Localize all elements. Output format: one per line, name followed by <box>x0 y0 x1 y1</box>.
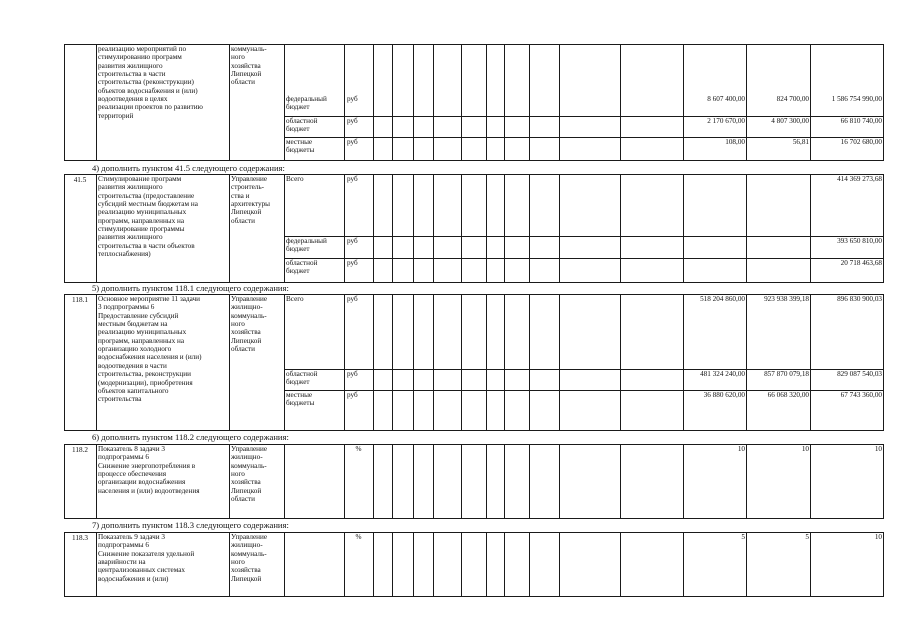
amount-cell: 481 324 240,00 <box>700 370 745 378</box>
funding-source: бюджет <box>286 378 310 387</box>
measure-name-line: объектов капитального <box>98 386 169 395</box>
table-rule-vertical <box>433 444 434 519</box>
executor-line: ного <box>231 320 245 329</box>
amount-cell: 5 <box>805 533 809 541</box>
executor-line: коммуналь- <box>231 45 267 53</box>
table-rule-vertical <box>413 532 414 597</box>
table-rule-vertical <box>373 444 374 519</box>
table-rule-vertical <box>96 294 97 431</box>
table-rule-vertical <box>461 44 462 161</box>
table-rule-vertical <box>433 44 434 161</box>
executor-line: области <box>231 345 256 354</box>
table-rule-vertical <box>883 174 884 283</box>
measure-name-line: развития жилищного <box>98 61 163 70</box>
amount-cell: 10 <box>801 445 809 453</box>
amount-cell: 66 810 740,00 <box>840 117 882 125</box>
table-rule-vertical <box>64 174 65 283</box>
table-rule-vertical <box>392 294 393 431</box>
measure-name-line: стимулирование программы <box>98 225 185 234</box>
executor-line: Управление <box>231 175 268 183</box>
table-rule-vertical <box>529 532 530 597</box>
amount-cell: 108,00 <box>725 138 745 146</box>
table-rule-vertical <box>810 294 811 431</box>
executor-line: области <box>231 495 256 504</box>
funding-source: областной <box>286 259 318 267</box>
amount-cell: 518 204 860,00 <box>700 295 745 303</box>
funding-source: областной <box>286 117 318 125</box>
table-rule-vertical <box>683 174 684 283</box>
executor-line: ного <box>231 558 245 567</box>
table-rule-vertical <box>284 444 285 519</box>
table-rule-vertical <box>392 174 393 283</box>
table-rule-vertical <box>392 532 393 597</box>
measure-name-line: объектов водоснабжения и (или) <box>98 86 198 95</box>
measure-name-line: программ, направленных на <box>98 336 185 345</box>
table-rule-horizontal <box>64 596 884 597</box>
table-rule-vertical <box>64 444 65 519</box>
measure-name-line: реализацию муниципальных <box>98 328 187 337</box>
table-rule-vertical <box>529 294 530 431</box>
unit-cell: руб <box>347 391 358 399</box>
executor-line: жилищно- <box>231 541 263 550</box>
executor-line: Липецкой <box>231 70 262 79</box>
funding-source: федеральный <box>286 237 327 245</box>
unit-cell: руб <box>347 237 358 245</box>
amount-cell: 896 830 900,03 <box>837 295 882 303</box>
executor-line: жилищно- <box>231 303 263 312</box>
measure-name-line: процессе обеспечения <box>98 470 167 479</box>
table-rule-vertical <box>529 44 530 161</box>
funding-source: Всего <box>286 295 304 303</box>
measure-name-line: водоотведения в целях <box>98 95 168 104</box>
unit-cell: руб <box>347 295 358 303</box>
table-rule-vertical <box>96 44 97 161</box>
table-rule-vertical <box>883 294 884 431</box>
measure-name-line: подпрограммы 6 <box>98 541 149 550</box>
measure-name-line: Предоставление субсидий <box>98 311 179 320</box>
funding-source: бюджет <box>286 245 310 254</box>
item-number: 118.3 <box>72 534 88 542</box>
measure-name-line: местным бюджетам на <box>98 320 168 329</box>
unit-cell: руб <box>347 175 358 183</box>
measure-name-line: реализацию мероприятий по <box>98 45 187 53</box>
table-rule-vertical <box>461 444 462 519</box>
measure-name-line: (модернизации), приобретения <box>98 378 193 387</box>
measure-name-line: строительства (реконструкции) <box>98 78 194 87</box>
section-heading: 7) дополнить пунктом 118.3 следующего содержания: <box>92 520 289 530</box>
table-rule-vertical <box>373 174 374 283</box>
executor-line: архитектуры <box>231 200 271 209</box>
executor-line: ства и <box>231 191 250 200</box>
executor-line: Липецкой <box>231 336 262 345</box>
table-rule-horizontal <box>284 258 884 259</box>
section-heading: 6) дополнить пунктом 118.2 следующего содержания: <box>92 432 289 442</box>
table-rule-vertical <box>433 174 434 283</box>
executor-line: хозяйства <box>231 566 261 575</box>
measure-name-line: Основное мероприятие 11 задачи <box>98 295 200 303</box>
table-rule-vertical <box>64 294 65 431</box>
table-rule-vertical <box>344 532 345 597</box>
measure-name-line: Показатель 9 задачи 3 <box>98 533 166 541</box>
executor-line: ного <box>231 53 245 62</box>
table-rule-horizontal <box>284 236 884 237</box>
amount-cell: 8 607 400,00 <box>707 95 745 103</box>
measure-name-line: развития жилищного <box>98 233 163 242</box>
executor-line: области <box>231 78 256 87</box>
item-number: 118.1 <box>72 296 88 304</box>
executor-line: ного <box>231 470 245 479</box>
measure-name-line: строительства (предоставление <box>98 191 195 200</box>
table-rule-vertical <box>504 294 505 431</box>
amount-cell: 36 880 620,00 <box>703 391 745 399</box>
table-rule-vertical <box>683 532 684 597</box>
table-rule-vertical <box>746 294 747 431</box>
table-rule-vertical <box>486 44 487 161</box>
table-rule-vertical <box>559 294 560 431</box>
unit-cell: % <box>355 533 362 541</box>
table-rule-vertical <box>413 174 414 283</box>
measure-name-line: населения и (или) водоотведения <box>98 486 200 495</box>
table-rule-vertical <box>229 532 230 597</box>
table-rule-vertical <box>683 294 684 431</box>
measure-name-line: программ, направленных на <box>98 216 185 225</box>
amount-cell: 10 <box>874 533 882 541</box>
table-rule-vertical <box>810 532 811 597</box>
executor-line: Липецкой <box>231 486 262 495</box>
table-rule-vertical <box>229 294 230 431</box>
table-rule-vertical <box>344 294 345 431</box>
table-rule-vertical <box>620 444 621 519</box>
funding-source: бюджет <box>286 125 310 134</box>
measure-name-line: Показатель 8 задачи 3 <box>98 445 166 453</box>
table-rule-vertical <box>620 294 621 431</box>
funding-source: местные <box>286 138 313 146</box>
amount-cell: 1 586 754 990,00 <box>831 95 882 103</box>
funding-source: Всего <box>286 175 304 183</box>
table-rule-vertical <box>413 444 414 519</box>
measure-name-line: централизованных системах <box>98 566 186 575</box>
table-rule-vertical <box>683 444 684 519</box>
executor-line: Управление <box>231 533 268 541</box>
executor-line: Липецкой <box>231 574 262 583</box>
table-rule-vertical <box>504 532 505 597</box>
table-rule-vertical <box>433 532 434 597</box>
measure-name-line: Снижение энергопотребления в <box>98 461 196 470</box>
table-rule-vertical <box>486 444 487 519</box>
table-rule-vertical <box>284 532 285 597</box>
amount-cell: 10 <box>874 445 882 453</box>
amount-cell: 4 807 300,00 <box>771 117 809 125</box>
executor-line: области <box>231 216 256 225</box>
table-rule-vertical <box>620 532 621 597</box>
measure-name-line: аварийности на <box>98 558 146 567</box>
table-rule-vertical <box>413 44 414 161</box>
table-rule-vertical <box>883 444 884 519</box>
funding-source: бюджет <box>286 103 310 112</box>
measure-name-line: строительства, реконструкции <box>98 370 191 379</box>
measure-name-line: строительства в части <box>98 70 166 79</box>
table-rule-vertical <box>96 174 97 283</box>
table-rule-vertical <box>64 44 65 161</box>
item-number: 41.5 <box>73 176 87 184</box>
table-rule-vertical <box>504 174 505 283</box>
table-rule-horizontal <box>64 160 884 161</box>
table-rule-vertical <box>461 532 462 597</box>
amount-cell: 20 718 463,68 <box>840 259 882 267</box>
funding-source: областной <box>286 370 318 378</box>
table-rule-vertical <box>284 174 285 283</box>
table-rule-vertical <box>486 294 487 431</box>
executor-line: коммуналь- <box>231 311 267 320</box>
unit-cell: руб <box>347 95 358 103</box>
funding-source: бюджеты <box>286 146 315 155</box>
executor-line: коммуналь- <box>231 549 267 558</box>
table-rule-vertical <box>373 294 374 431</box>
measure-name-line: территорий <box>98 111 134 120</box>
executor-line: хозяйства <box>231 61 261 70</box>
unit-cell: руб <box>347 117 358 125</box>
executor-line: Липецкой <box>231 208 262 217</box>
executor-line: строитель- <box>231 183 265 192</box>
table-rule-vertical <box>746 174 747 283</box>
table-rule-vertical <box>883 44 884 161</box>
measure-name-line: Снижение показателя удельной <box>98 549 195 558</box>
table-rule-vertical <box>284 44 285 161</box>
table-rule-vertical <box>344 44 345 161</box>
table-rule-vertical <box>284 294 285 431</box>
table-rule-vertical <box>96 532 97 597</box>
table-rule-vertical <box>344 444 345 519</box>
funding-source: местные <box>286 391 313 399</box>
table-rule-vertical <box>559 532 560 597</box>
amount-cell: 414 369 273,68 <box>837 175 882 183</box>
measure-name-line: организации водоснабжения <box>98 478 186 487</box>
measure-name-line: стимулированию программ <box>98 53 182 62</box>
amount-cell: 393 650 810,00 <box>837 237 882 245</box>
table-rule-vertical <box>529 174 530 283</box>
measure-name-line: 3 подпрограммы 6 <box>98 303 155 312</box>
amount-cell: 857 870 079,18 <box>764 370 809 378</box>
table-rule-vertical <box>486 174 487 283</box>
table-rule-vertical <box>504 444 505 519</box>
executor-line: хозяйства <box>231 478 261 487</box>
table-rule-vertical <box>504 44 505 161</box>
table-rule-vertical <box>229 174 230 283</box>
executor-line: коммуналь- <box>231 461 267 470</box>
executor-line: жилищно- <box>231 453 263 462</box>
amount-cell: 923 938 399,18 <box>764 295 809 303</box>
measure-name-line: строительства в части объектов <box>98 241 195 250</box>
measure-name-line: водоснабжения и (или) <box>98 574 169 583</box>
measure-name-line: реализации проектов по развитию <box>98 103 203 112</box>
table-rule-vertical <box>810 444 811 519</box>
amount-cell: 2 170 670,00 <box>707 117 745 125</box>
executor-line: Управление <box>231 295 268 303</box>
measure-name-line: строительства <box>98 395 142 404</box>
amount-cell: 56,81 <box>792 138 809 146</box>
amount-cell: 5 <box>741 533 745 541</box>
table-rule-vertical <box>433 294 434 431</box>
amount-cell: 67 743 360,00 <box>840 391 882 399</box>
measure-name-line: реализацию муниципальных <box>98 208 187 217</box>
item-number: 118.2 <box>72 446 88 454</box>
amount-cell: 16 702 680,00 <box>840 138 882 146</box>
amount-cell: 10 <box>737 445 745 453</box>
table-rule-vertical <box>883 532 884 597</box>
unit-cell: % <box>355 445 362 453</box>
table-rule-vertical <box>461 294 462 431</box>
amount-cell: 824 700,00 <box>776 95 809 103</box>
measure-name-line: водоотведения в части <box>98 361 167 370</box>
table-rule-vertical <box>373 532 374 597</box>
table-rule-horizontal <box>64 518 884 519</box>
table-rule-vertical <box>344 174 345 283</box>
measure-name-line: подпрограммы 6 <box>98 453 149 462</box>
measure-name-line: теплоснабжения) <box>98 250 151 259</box>
section-heading: 5) дополнить пунктом 118.1 следующего содержания: <box>92 283 289 293</box>
table-rule-vertical <box>620 44 621 161</box>
measure-name-line: субсидий местным бюджетам на <box>98 200 198 209</box>
unit-cell: руб <box>347 259 358 267</box>
funding-source: бюджеты <box>286 399 315 408</box>
measure-name-line: организацию холодного <box>98 345 172 354</box>
table-rule-vertical <box>486 532 487 597</box>
measure-name-line: водоснабжения населения и (или) <box>98 353 202 362</box>
funding-source: бюджет <box>286 267 310 276</box>
table-rule-vertical <box>96 444 97 519</box>
measure-name-line: развития жилищного <box>98 183 163 192</box>
table-rule-vertical <box>620 174 621 283</box>
table-rule-vertical <box>529 444 530 519</box>
table-rule-vertical <box>392 444 393 519</box>
table-rule-vertical <box>461 174 462 283</box>
table-rule-vertical <box>559 444 560 519</box>
table-rule-vertical <box>229 444 230 519</box>
table-rule-vertical <box>413 294 414 431</box>
table-rule-vertical <box>559 174 560 283</box>
table-rule-vertical <box>746 444 747 519</box>
amount-cell: 66 068 320,00 <box>767 391 809 399</box>
executor-line: Управление <box>231 445 268 453</box>
measure-name-line: Стимулирование программ <box>98 175 182 183</box>
unit-cell: руб <box>347 138 358 146</box>
table-rule-vertical <box>229 44 230 161</box>
executor-line: хозяйства <box>231 328 261 337</box>
amount-cell: 829 087 540,03 <box>837 370 882 378</box>
table-rule-horizontal <box>64 430 884 431</box>
unit-cell: руб <box>347 370 358 378</box>
table-rule-vertical <box>559 44 560 161</box>
table-rule-vertical <box>392 44 393 161</box>
table-rule-vertical <box>373 44 374 161</box>
funding-source: федеральный <box>286 95 327 103</box>
section-heading: 4) дополнить пунктом 41.5 следующего содержания: <box>92 163 285 173</box>
table-rule-vertical <box>746 532 747 597</box>
